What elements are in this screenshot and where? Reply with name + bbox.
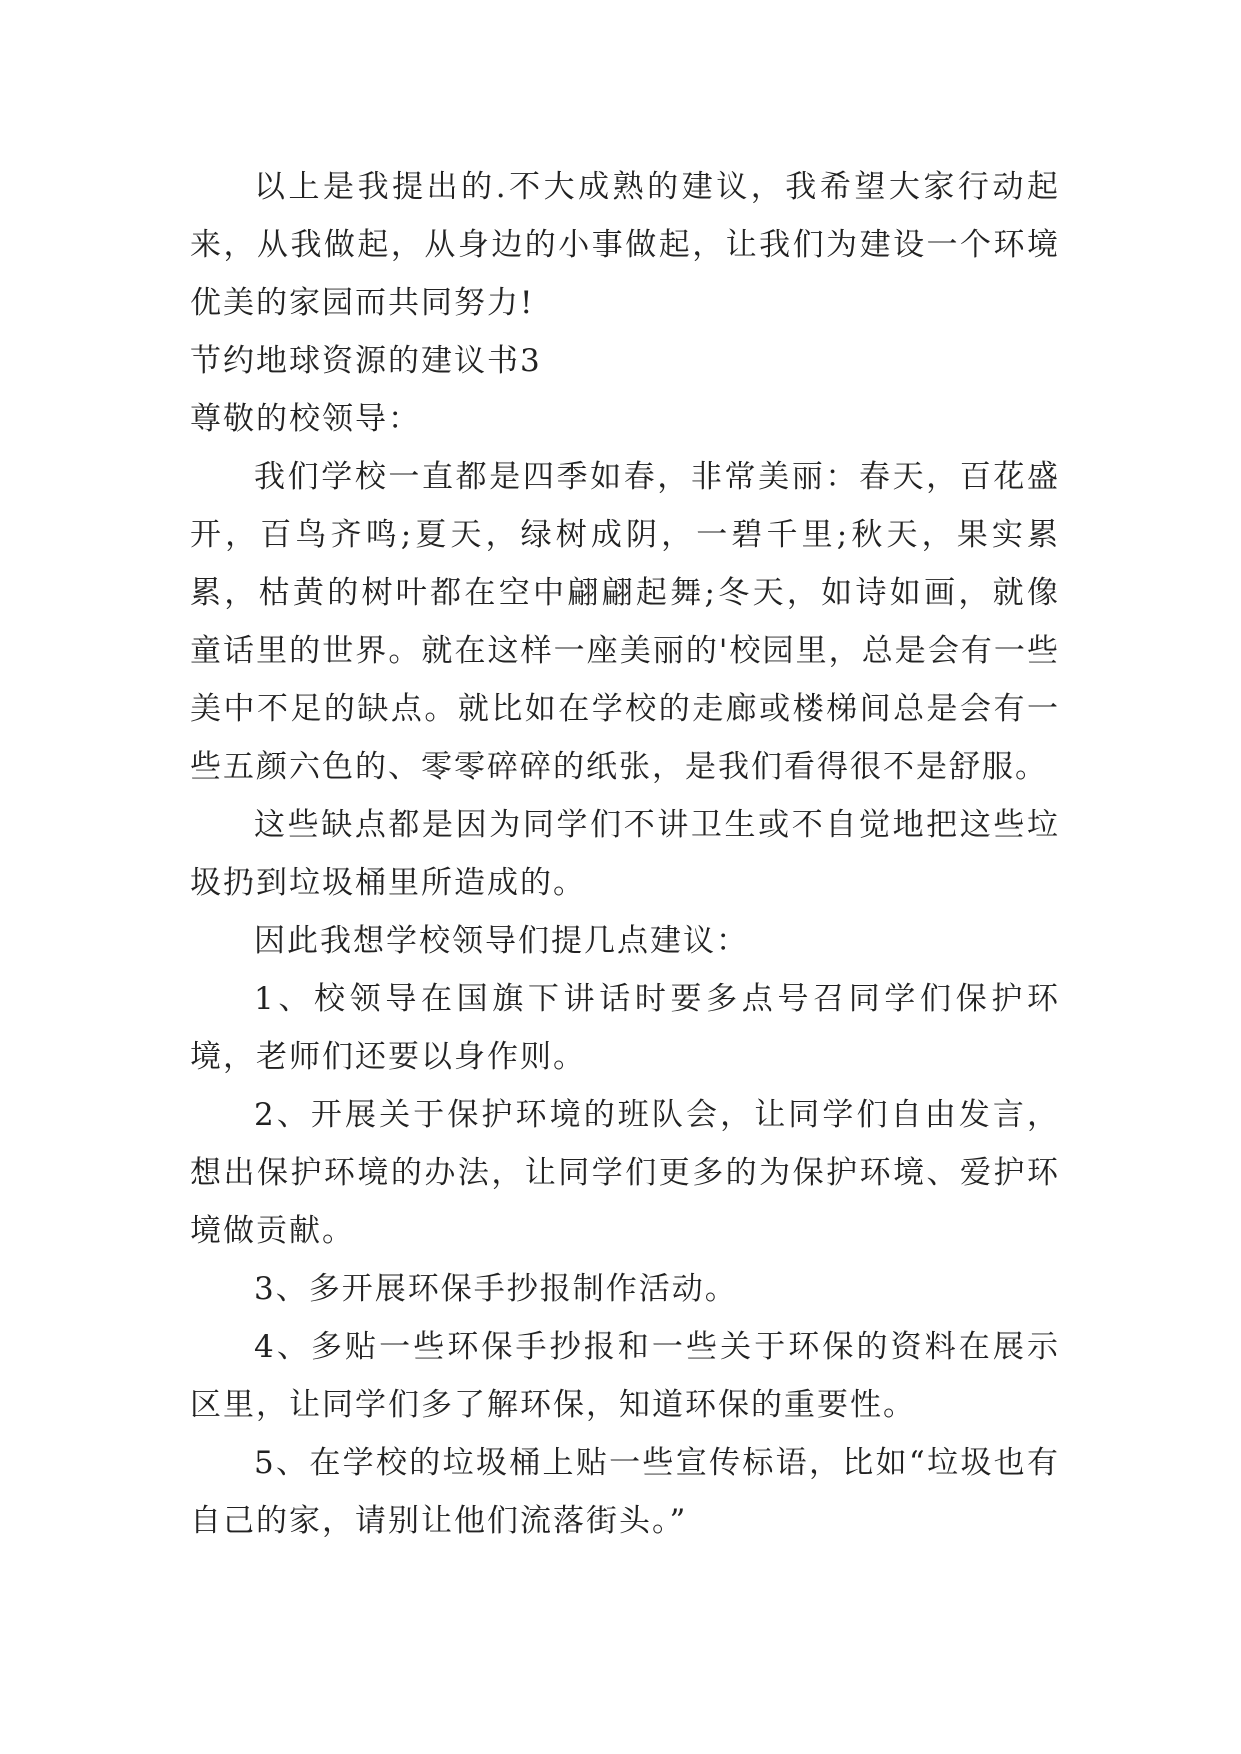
paragraph-school-description: 我们学校一直都是四季如春，非常美丽：春天，百花盛开，百鸟齐鸣;夏天，绿树成阴，一碧千里;秋天，果实累累，枯黄的树叶都在空中翩翩起舞;冬天，如诗如画，就像童话里的世界。就在这样一座美丽的'校园里，总是会有一些美中不足的缺点。就比如在学校的走廊或楼梯间总是会有一些五颜六色的、零零碎碎的纸张，是我们看得很不是舒服。 <box>190 459 1060 785</box>
document-body <box>190 158 1060 1550</box>
paragraph-closing-suggestion: 以上是我提出的.不大成熟的建议，我希望大家行动起来，从我做起，从身边的小事做起，让我们为建设一个环境优美的家园而共同努力! <box>190 169 1060 321</box>
section-heading: 节约地球资源的建议书3 <box>190 343 542 379</box>
paragraph-cause: 这些缺点都是因为同学们不讲卫生或不自觉地把这些垃圾扔到垃圾桶里所造成的。 <box>190 807 1060 901</box>
suggestion-item-4: 4、多贴一些环保手抄报和一些关于环保的资料在展示区里，让同学们多了解环保，知道环保的重要性。 <box>190 1329 1060 1423</box>
paragraph-intro-suggestions: 因此我想学校领导们提几点建议： <box>254 923 749 959</box>
suggestion-item-2: 2、开展关于保护环境的班队会，让同学们自由发言，想出保护环境的办法，让同学们更多的为保护环境、爱护环境做贡献。 <box>190 1097 1060 1249</box>
salutation: 尊敬的校领导： <box>190 401 421 437</box>
suggestion-item-1: 1、校领导在国旗下讲话时要多点号召同学们保护环境，老师们还要以身作则。 <box>190 981 1060 1075</box>
suggestion-item-5: 5、在学校的垃圾桶上贴一些宣传标语，比如“垃圾也有自己的家，请别让他们流落街头。” <box>190 1445 1060 1539</box>
suggestion-item-3: 3、多开展环保手抄报制作活动。 <box>254 1271 738 1307</box>
